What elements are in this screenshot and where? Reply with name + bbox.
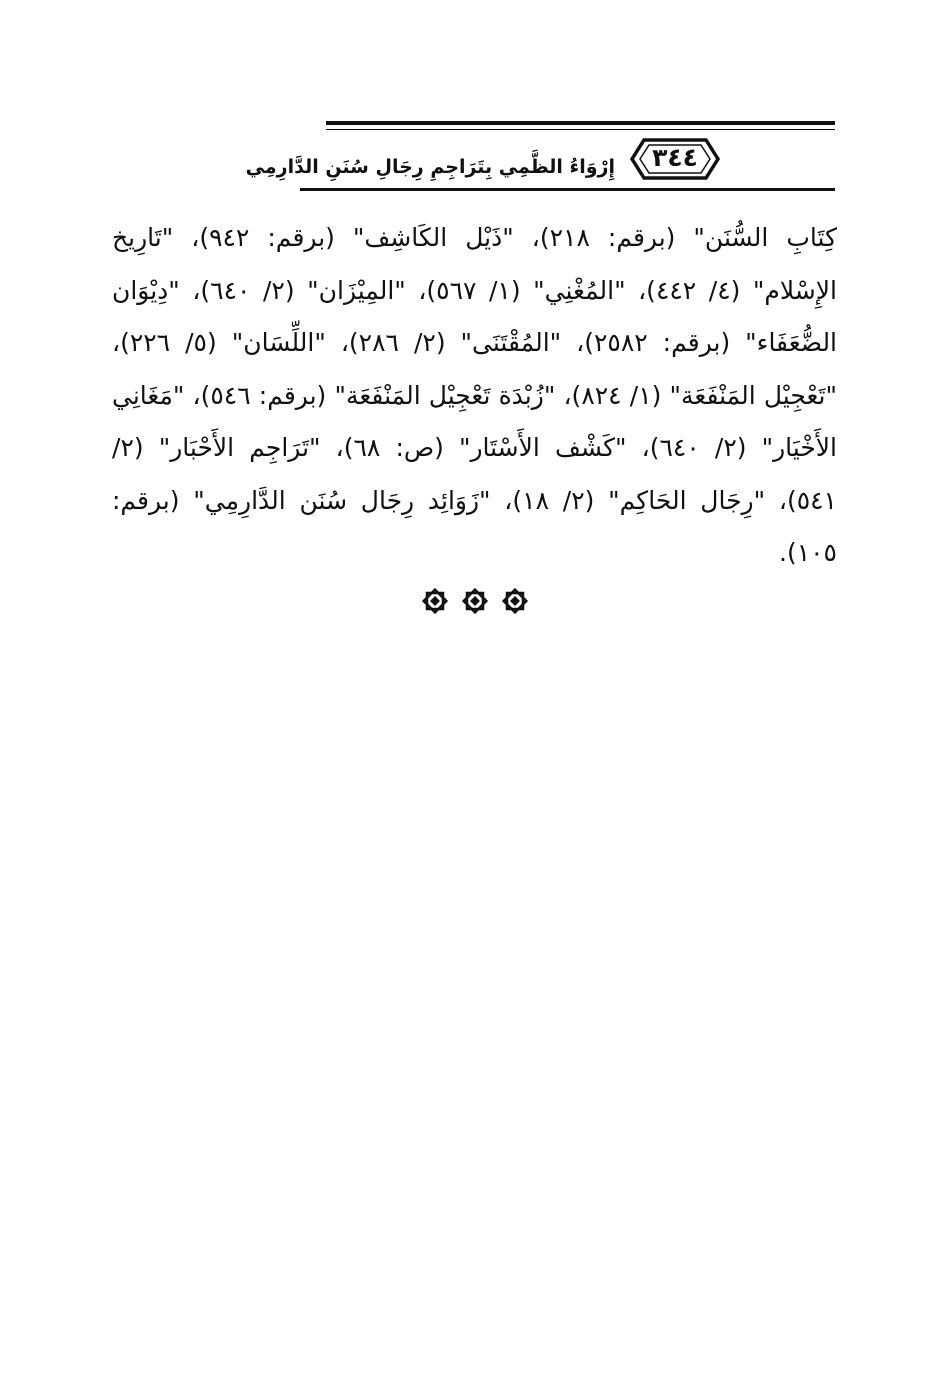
header-rule-top (326, 121, 835, 125)
header-rule-bottom (300, 188, 835, 191)
eight-point-star-icon (460, 586, 490, 616)
header-rule-top-thin (326, 129, 835, 130)
page-number: ٣٤٤ (652, 143, 698, 172)
footnote-text: كِتَابِ السُّنَن" (برقم: ٢١٨)، "ذَيْل الكَاشِف" (برقم: ٩٤٢)، "تَارِيخ الإِسْلام" (٤/ ٤٤٢)، "المُغْنِي" (١/ ٥٦٧)، "المِيْزَان" (٢/ ٦٤٠)، "دِيْوَان الضُّعَفَاء" (برقم: ٢٥٨٢)، "المُقْتَنَى" (٢/ ٢٨٦)، "اللِّسَان" (٥/ ٢٢٦)، "تَعْجِيْل المَنْفَعَة" (١/ ٨٢٤)، "زُبْدَة تَعْجِيْل المَنْفَعَة" (برقم: ٥٤٦)، "مَغَانِي الأَخْيَار" (٢/ ٦٤٠)، "كَشْف الأَسْتَار" (ص: ٦٨)، "تَرَاجِم الأَحْبَار" (٢/ ٥٤١)، "رِجَال الحَاكِم" (٢/ ١٨)، "زَوَائِد رِجَال سُنَن الدَّارِمِي" (برقم: ١٠٥). (112, 223, 838, 567)
eight-point-star-icon (500, 586, 530, 616)
running-title: إِرْوَاءُ الظَّمِي بِتَرَاجِمِ رِجَالِ سُنَنِ الدَّارِمِي (245, 156, 615, 178)
section-end-ornaments (420, 583, 530, 619)
eight-point-star-icon (420, 586, 450, 616)
page-number-badge (620, 134, 730, 184)
